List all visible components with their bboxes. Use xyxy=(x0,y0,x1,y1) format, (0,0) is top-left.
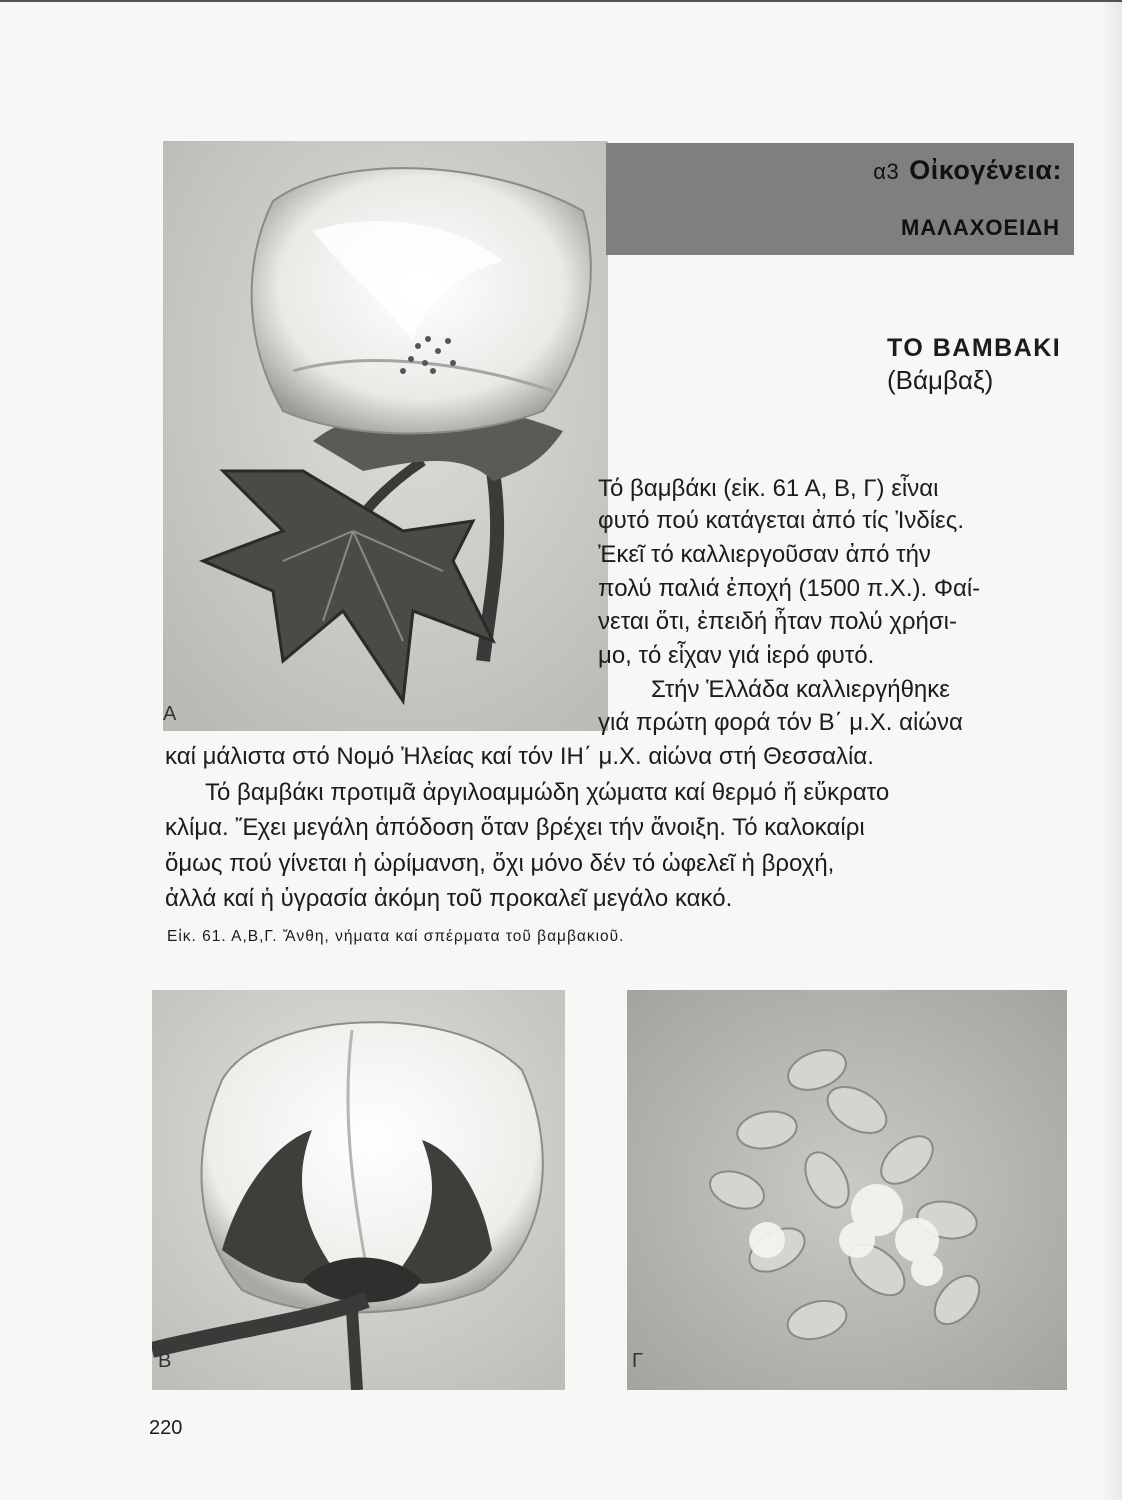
family-label: Οἰκογένεια: xyxy=(909,155,1062,185)
figure-a-letter: A xyxy=(163,703,177,725)
body-line: Τό βαμβάκι (εἰκ. 61 Α, Β, Γ) εἶναι xyxy=(598,475,939,502)
body-line: Τό βαμβάκι προτιμᾶ ἀργιλοαμμώδη χώματα καί θερμό ἤ εὔκρατο xyxy=(205,779,890,806)
body-line: γιά πρώτη φορά τόν Β΄ μ.Χ. αἰώνα xyxy=(598,709,963,736)
body-line: κλίμα. Ἔχει μεγάλη ἀπόδοση ὅταν βρέχει τήν ἄνοιξη. Τό καλοκαίρι xyxy=(165,814,865,841)
page-top-edge xyxy=(0,0,1122,2)
body-line: ἀλλά καί ἡ ὑγρασία ἀκόμη τοῦ προκαλεῖ μεγάλο κακό. xyxy=(165,885,733,912)
figure-b-cotton-boll xyxy=(152,990,565,1390)
body-line: μο, τό εἶχαν γιά ἱερό φυτό. xyxy=(598,642,875,669)
section-subtitle: (Βάμβαξ) xyxy=(887,365,994,395)
family-name: ΜΑΛΑΧΟΕΙΔΗ xyxy=(900,215,1060,240)
body-line: καί μάλιστα στό Νομό Ἠλείας καί τόν ΙΗ΄ μ.Χ. αἰώνα στή Θεσσαλία. xyxy=(165,743,874,770)
family-label-line xyxy=(873,155,1062,186)
figure-c-cotton-seeds xyxy=(627,990,1067,1390)
family-banner xyxy=(606,143,1074,255)
figure-c-drawing xyxy=(627,990,1067,1390)
family-prefix: α3 xyxy=(873,159,900,184)
body-line: πολύ παλιά ἐποχή (1500 π.Χ.). Φαί- xyxy=(598,575,981,602)
body-line: φυτό πού κατάγεται ἀπό τίς Ἰνδίες. xyxy=(598,507,964,534)
page-number: 220 xyxy=(149,1417,183,1439)
body-line: νεται ὅτι, ἐπειδή ἦταν πολύ χρήσι- xyxy=(598,608,957,635)
figure-b-drawing xyxy=(152,990,565,1390)
body-line: Στήν Ἑλλάδα καλλιεργήθηκε xyxy=(651,676,950,703)
section-title: ΤΟ ΒΑΜΒΑΚΙ xyxy=(887,334,1062,362)
page-binding-shadow xyxy=(1100,0,1122,1500)
figure-c-letter: Γ xyxy=(632,1350,644,1372)
body-line: Ἐκεῖ τό καλλιεργοῦσαν ἀπό τήν xyxy=(598,541,931,568)
figure-caption: Εἰκ. 61. Α,Β,Γ. Ἄνθη, νήματα καί σπέρματα τοῦ βαμβακιοῦ. xyxy=(167,928,625,945)
figure-b-letter: B xyxy=(158,1350,172,1372)
figure-a-drawing xyxy=(163,141,608,731)
figure-a-cotton-flower xyxy=(163,141,608,731)
body-line: ὅμως πού γίνεται ἡ ὡρίμανση, ὄχι μόνο δέν τό ὠφελεῖ ἡ βροχή, xyxy=(165,850,835,877)
